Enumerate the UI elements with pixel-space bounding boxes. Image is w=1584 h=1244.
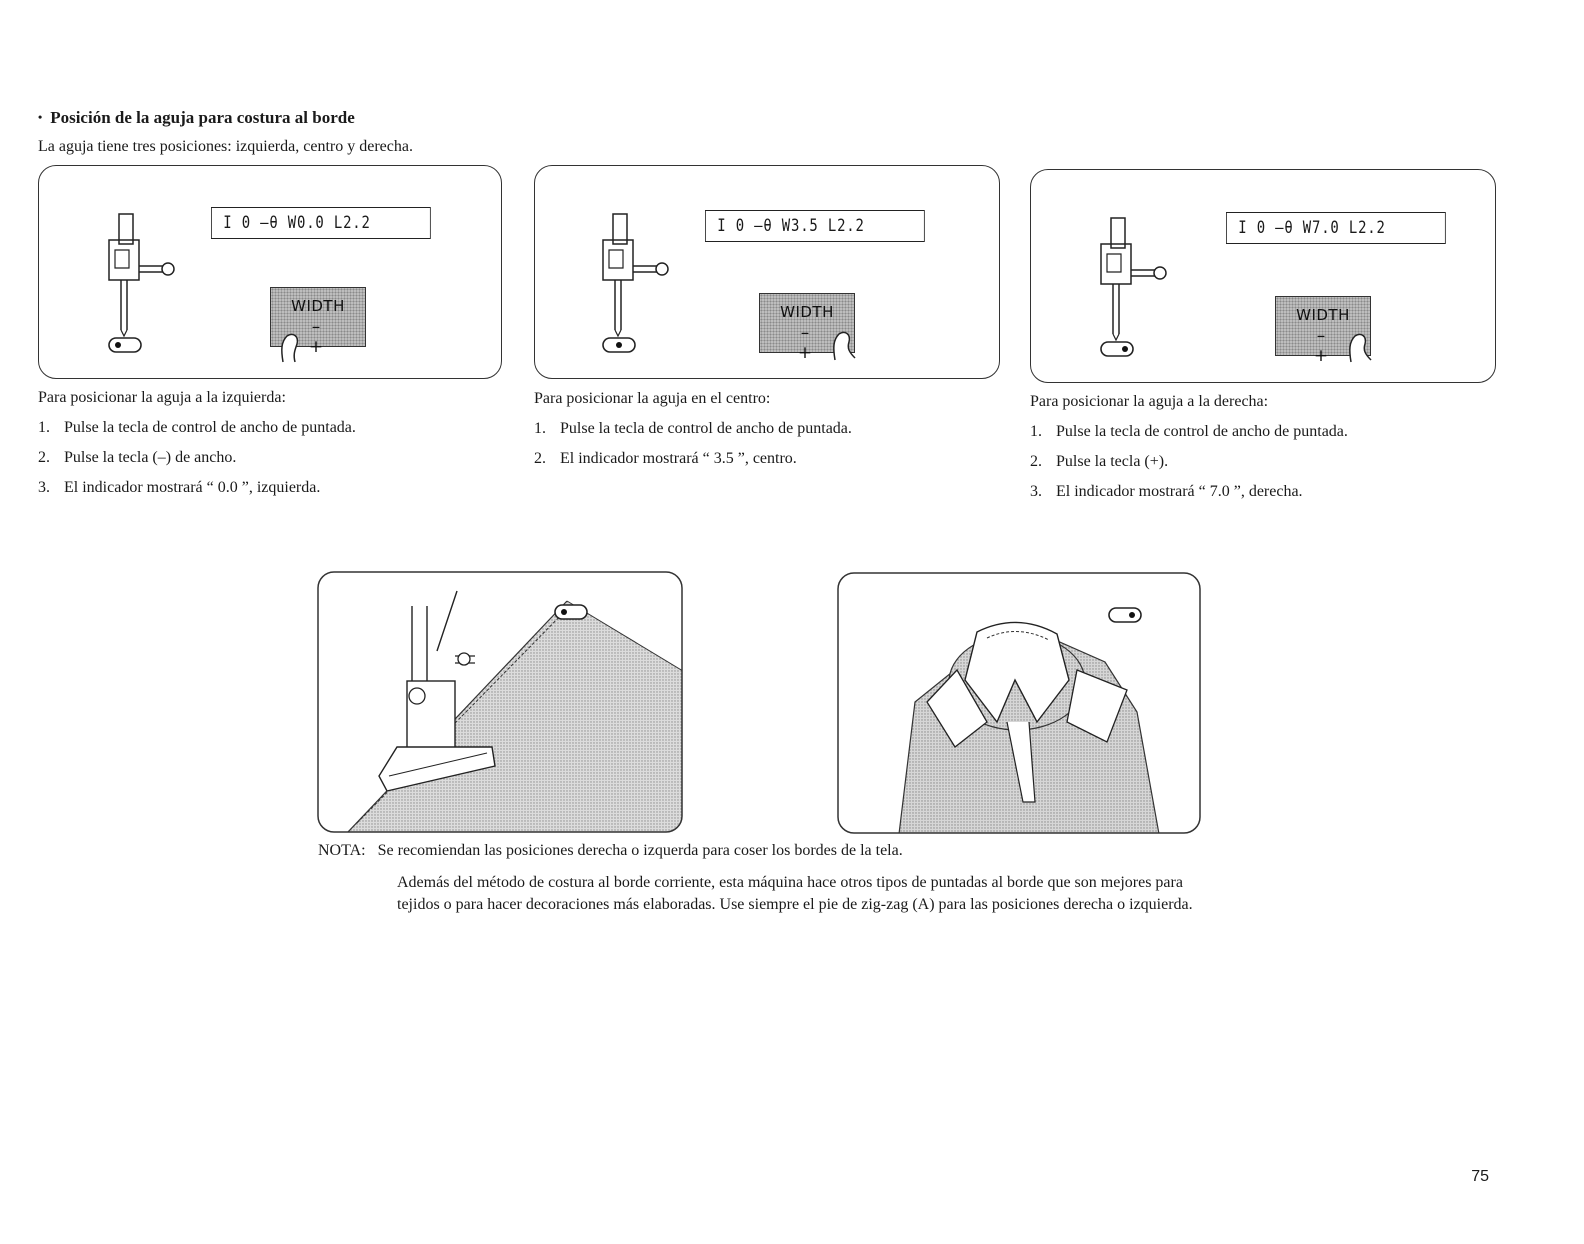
width-key-signs: – + <box>797 323 831 363</box>
caption-left <box>38 383 356 503</box>
caption-center <box>534 384 852 474</box>
steps-list <box>38 413 356 503</box>
note-label: NOTA: <box>318 842 366 859</box>
list-item: 3. El indicador mostrará “ 0.0 ”, izquierda. <box>38 479 321 496</box>
intro-text: La aguja tiene tres posiciones: izquierda, centro y derecha. <box>38 138 413 155</box>
needle-right-illustration <box>1093 214 1183 364</box>
note-line <box>318 842 903 860</box>
steps-list <box>1030 417 1348 507</box>
lcd-display-right: I 0 —θ W7.0 L2.2 <box>1226 212 1446 244</box>
list-item: 1. Pulse la tecla de control de ancho de puntada. <box>1030 423 1348 440</box>
collar-stitching-illustration <box>837 572 1201 834</box>
note-first-line: Se recomiendan las posiciones derecha o izquerda para coser los bordes de la tela. <box>377 842 903 859</box>
width-key-label: WIDTH <box>1296 306 1350 324</box>
width-key-label: WIDTH <box>780 303 834 321</box>
list-item: 1. Pulse la tecla de control de ancho de puntada. <box>38 419 356 436</box>
note-body: Además del método de costura al borde corriente, esta máquina hace otros tipos de puntadas al borde que son mejores para tejidos o para hacer decoraciones más elaboradas. Use siempre el pie de zig-zag (A) para las posiciones derecha o izquierda. <box>397 874 1193 913</box>
caption-right <box>1030 387 1348 507</box>
finger-pointer-icon <box>1343 324 1383 364</box>
lcd-display-left: I 0 —θ W0.0 L2.2 <box>211 207 431 239</box>
needle-center-illustration <box>595 210 685 360</box>
panel-center <box>534 165 1000 379</box>
steps-list <box>534 414 852 474</box>
list-item: 2. Pulse la tecla (+). <box>1030 453 1169 470</box>
width-key-label: WIDTH <box>291 297 345 315</box>
caption-title: Para posicionar la aguja a la izquierda: <box>38 389 286 406</box>
section-heading <box>38 108 355 128</box>
list-item: 2. El indicador mostrará “ 3.5 ”, centro. <box>534 450 797 467</box>
edge-stitching-illustration <box>317 571 683 833</box>
page-number: 75 <box>1471 1168 1489 1185</box>
caption-title: Para posicionar la aguja en el centro: <box>534 390 771 407</box>
panel-right <box>1030 169 1496 383</box>
heading-bullet: • <box>38 110 43 124</box>
width-key-signs: – + <box>308 317 342 357</box>
lcd-display-center: I 0 —θ W3.5 L2.2 <box>705 210 925 242</box>
list-item: 1. Pulse la tecla de control de ancho de puntada. <box>534 420 852 437</box>
needle-left-illustration <box>101 210 191 360</box>
list-item: 3. El indicador mostrará “ 7.0 ”, derecha. <box>1030 483 1303 500</box>
finger-pointer-icon <box>827 322 867 362</box>
width-key-signs: – + <box>1313 326 1347 366</box>
list-item: 2. Pulse la tecla (–) de ancho. <box>38 449 237 466</box>
caption-title: Para posicionar la aguja a la derecha: <box>1030 393 1269 410</box>
heading-text: Posición de la aguja para costura al borde <box>50 108 355 127</box>
panel-left <box>38 165 502 379</box>
finger-pointer-icon <box>275 324 315 364</box>
